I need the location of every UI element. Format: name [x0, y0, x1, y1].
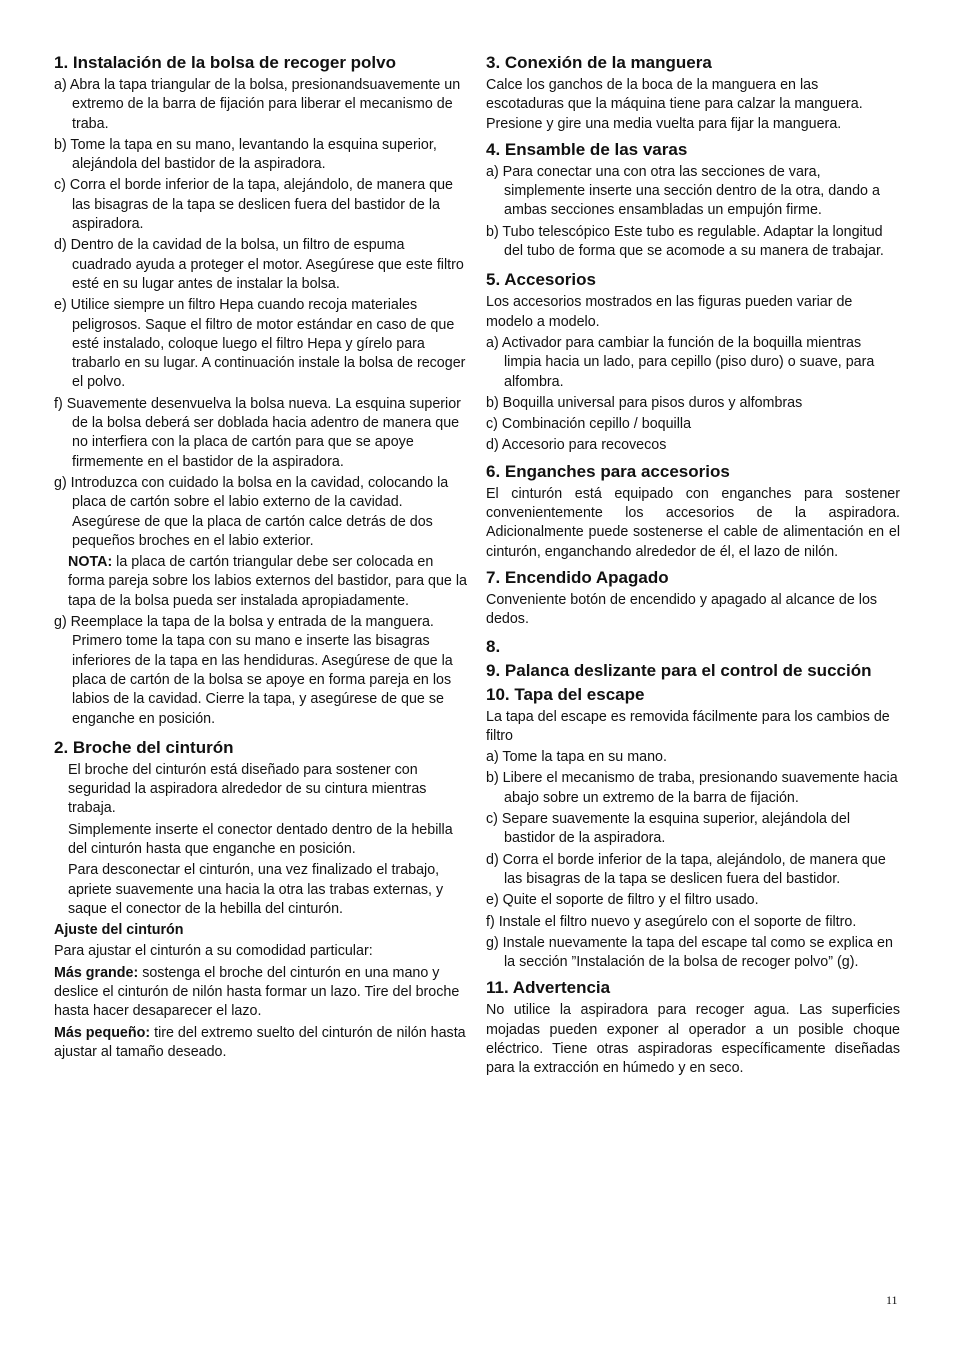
step-a: a) Abra la tapa triangular de la bolsa, presionandsuavemente un extremo de la barra de fijación para liberar el mecanismo de traba. — [54, 77, 461, 132]
on-off-paragraph: Conveniente botón de encendido y apagado al alcance de los dedos. — [486, 591, 878, 628]
right-column — [486, 52, 900, 1081]
exhaust-step-g: g) Instale nuevamente la tapa del escape tal como se explica en la sección ”Instalación de la bolsa de recoger polvo” (g). — [486, 934, 893, 971]
exhaust-paragraph: La tapa del escape es removida fácilmente para los cambios de filtro — [486, 708, 890, 744]
exhaust-step-a: a) Tome la tapa en su mano. — [486, 749, 667, 766]
exhaust-step-e: e) Quite el soporte de filtro y el filtro usado. — [486, 892, 759, 909]
belt-paragraph-3: Para desconectar el cinturón, una vez finalizado el trabajo, apriete suavemente una hacia la otra las trabas externas, y saque el conector de la hebilla del cinturón. — [68, 862, 444, 917]
step-g2: g) Reemplace la tapa de la bolsa y entrada de la manguera. Primero tome la tapa con su mano e inserte las bisagras inferiores de la tapa en las hendiduras. Asegúrese de que la placa de cartón de la bolsa se apoye en forma pareja en los labios de la cavidad. Cierre la tapa, y asegúrese de que se enganche en posición. — [54, 614, 453, 727]
hose-paragraph: Calce los ganchos de la boca de la manguera en las escotaduras que la máquina tiene para calzar la manguera. Presione y gire una media vuelta para fijar la manguera. — [486, 77, 863, 132]
heading-hose-connection: 3. Conexión de la manguera — [486, 53, 712, 72]
heading-exhaust-cover: 10. Tapa del escape — [486, 684, 645, 704]
heading-accessory-hooks: 6. Enganches para accesorios — [486, 461, 730, 481]
belt-paragraph-2: Simplemente inserte el conector dentado dentro de la hebilla del cinturón hasta que enganche en posición. — [68, 821, 453, 857]
subheading-belt-adjust: Ajuste del cinturón — [54, 922, 184, 939]
step-f: f) Suavemente desenvuelva la bolsa nueva. La esquina superior de la bolsa deberá ser doblada hacia adentro de manera que no interfiera con la placa de cartón para que se apoye firmemente en el bastidor de la aspiradora. — [54, 395, 461, 470]
note-text: la placa de cartón triangular debe ser colocada en forma pareja sobre los labios externos del bastidor, para que la tapa de la bolsa pueda ser instalada apropiadamente. — [68, 554, 467, 609]
accessory-a: a) Activador para cambiar la función de la boquilla mientras limpia hacia un lado, para cepillo (piso duro) o suave, para alfombra. — [486, 334, 875, 390]
heading-accessories: 5. Accesorios — [486, 270, 596, 290]
belt-larger-text: sostenga el broche del cinturón en una mano y deslice el cinturón de nilón hasta formar un lazo. Tire del broche hasta hacer desaparecer el lazo. — [54, 964, 460, 1020]
step-d: d) Dentro de la cavidad de la bolsa, un filtro de espuma cuadrado ayuda a proteger el motor. Asegúrese que este filtro esté en su lugar antes de instalar la bolsa. — [54, 237, 464, 292]
heading-bag-installation: 1. Instalación de la bolsa de recoger polvo — [54, 53, 396, 72]
belt-smaller — [54, 1024, 468, 1063]
accessory-c: c) Combinación cepillo / boquilla — [486, 416, 692, 433]
heading-belt-clip: 2. Broche del cinturón — [54, 737, 234, 757]
accessories-paragraph: Los accesorios mostrados en las figuras pueden variar de modelo a modelo. — [486, 294, 853, 330]
exhaust-step-d: d) Corra el borde inferior de la tapa, alejándolo, de manera que las bisagras de la tapa se deslicen fuera del bastidor. — [486, 851, 886, 887]
exhaust-step-f: f) Instale el filtro nuevo y asegúrelo con el soporte de filtro. — [486, 913, 857, 930]
step-g: g) Introduzca con cuidado la bolsa en la cavidad, colocando la placa de cartón sobre el labio externo de la cavidad. Asegúrese de que la placa de cartón calce detrás de dos pequeños broches en el labio exterior. — [54, 474, 449, 549]
note — [54, 553, 468, 611]
heading-suction-slider: 9. Palanca deslizante para el control de succión — [486, 660, 872, 680]
heading-on-off: 7. Encendido Apagado — [486, 567, 669, 587]
heading-wand-assembly: 4. Ensamble de las varas — [486, 139, 688, 159]
warning-paragraph: No utilice la aspiradora para recoger agua. Las superficies mojadas pueden exponer al operador a un posible choque eléctrico. Tiene otras aspiradoras específicamente diseñadas para la extracción en húmedo y en seco. — [486, 1002, 900, 1077]
belt-paragraph-1: El broche del cinturón está diseñado para sostener con seguridad la aspiradora alrededor de su cintura mientras trabaja. — [68, 761, 427, 817]
step-c: c) Corra el borde inferior de la tapa, alejándolo, de manera que las bisagras de la tapa se deslicen fuera del bastidor de la aspiradora. — [54, 177, 453, 233]
note-label: NOTA: — [68, 554, 113, 571]
belt-adjust-intro: Para ajustar el cinturón a su comodidad particular: — [54, 943, 373, 960]
heading-section-8: 8. — [486, 636, 501, 656]
belt-larger-label: Más grande: — [54, 964, 139, 981]
exhaust-step-c: c) Separe suavemente la esquina superior, alejándola del bastidor de la aspiradora. — [486, 811, 851, 847]
belt-larger — [54, 964, 468, 1022]
accessory-b: b) Boquilla universal para pisos duros y alfombras — [486, 394, 803, 411]
belt-smaller-label: Más pequeño: — [54, 1024, 151, 1041]
wand-step-b: b) Tubo telescópico Este tubo es regulable. Adaptar la longitud del tubo de forma que se acomode a su manera de trabajar. — [486, 223, 884, 260]
belt-smaller-text: tire del extremo suelto del cinturón de nilón hasta ajustar al tamaño deseado. — [54, 1024, 466, 1060]
hooks-paragraph: El cinturón está equipado con enganches para sostener convenientemente los accesorios de la aspiradora. Adicionalmente puede sostenerse el cable de alimentación en el cinturón, enganchando alrededor de él, el lazo de nilón. — [486, 485, 900, 560]
exhaust-step-b: b) Libere el mecanismo de traba, presionando suavemente hacia abajo sobre un extremo de la barra de fijación. — [486, 770, 898, 806]
page-number: 11 — [886, 1293, 898, 1307]
step-b: b) Tome la tapa en su mano, levantando la esquina superior, alejándola del bastidor de la aspiradora. — [54, 136, 437, 173]
heading-warning: 11. Advertencia — [486, 978, 611, 998]
wand-step-a: a) Para conectar una con otra las secciones de vara, simplemente inserte una sección dentro de la otra, dando a ambas secciones ensambladas un empujón firme. — [486, 163, 880, 219]
step-e: e) Utilice siempre un filtro Hepa cuando recoja materiales peligrosos. Saque el filtro de motor estándar en caso de que esté instalado, coloque luego el filtro Hepa y gírelo para trabarlo en su lugar. A continuación instale la bolsa de recoger el polvo. — [54, 297, 466, 391]
accessory-d: d) Accesorio para recovecos — [486, 437, 667, 454]
left-column — [54, 52, 468, 1064]
